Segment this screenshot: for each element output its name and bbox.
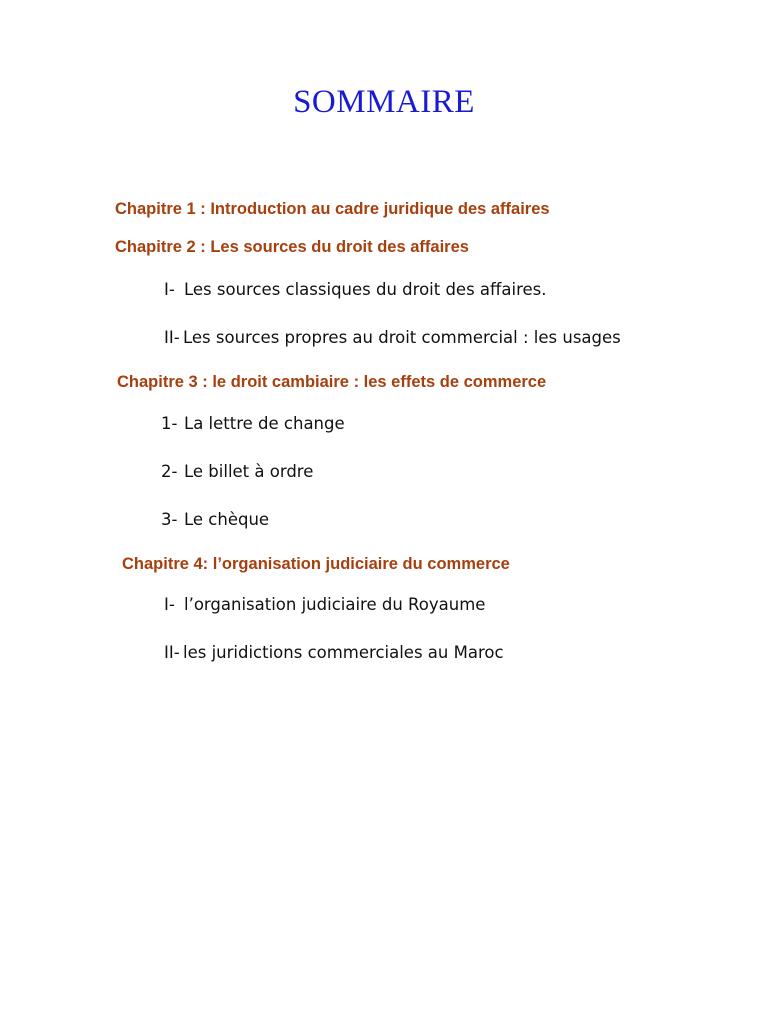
chapter-2-item-1 <box>164 280 547 299</box>
item-text: l’organisation judiciaire du Royaume <box>184 595 486 614</box>
chapter-3-item-2 <box>161 462 313 481</box>
page-title: SOMMAIRE <box>293 84 475 120</box>
chapter-4-heading: Chapitre 4: l’organisation judiciaire du commerce <box>122 555 510 573</box>
item-number: II- <box>164 328 180 347</box>
chapter-1-heading: Chapitre 1 : Introduction au cadre juridique des affaires <box>115 200 550 218</box>
item-text: Le billet à ordre <box>184 462 314 481</box>
item-number: 2- <box>161 462 178 481</box>
item-text: Les sources propres au droit commercial : les usages <box>183 328 621 347</box>
chapter-3-item-1 <box>161 414 345 433</box>
item-text: les juridictions commerciales au Maroc <box>183 643 504 662</box>
item-number: I- <box>164 595 175 614</box>
item-text: Les sources classiques du droit des affaires. <box>184 280 547 299</box>
chapter-2-heading: Chapitre 2 : Les sources du droit des affaires <box>115 238 469 256</box>
item-number: 3- <box>161 510 178 529</box>
chapter-4-item-1 <box>164 595 485 614</box>
chapter-3-heading: Chapitre 3 : le droit cambiaire : les effets de commerce <box>117 373 547 391</box>
chapter-4-item-2 <box>164 643 504 662</box>
item-text: La lettre de change <box>184 414 345 433</box>
item-text: Le chèque <box>184 510 270 529</box>
item-number: 1- <box>161 414 178 433</box>
chapter-3-item-3 <box>161 510 269 529</box>
item-number: II- <box>164 643 180 662</box>
chapter-2-item-2 <box>164 328 621 347</box>
item-number: I- <box>164 280 175 299</box>
